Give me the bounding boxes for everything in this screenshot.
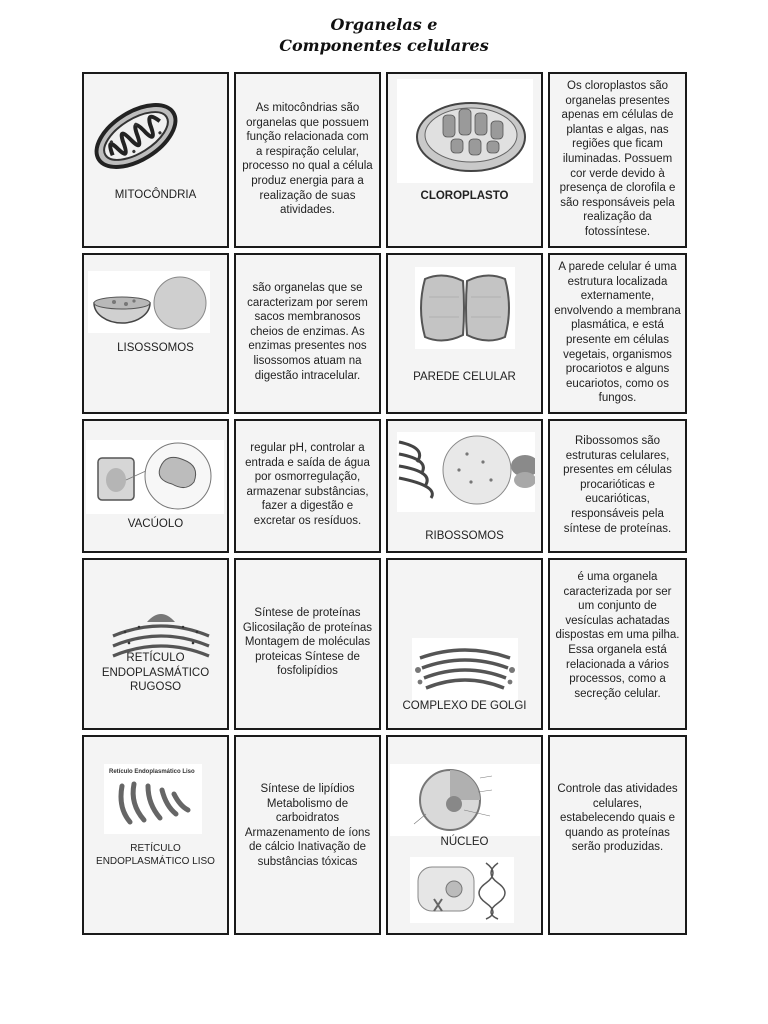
name-golgi: COMPLEXO DE GOLGI <box>402 700 527 712</box>
card-lisossomos-desc <box>234 253 381 414</box>
smooth-er-image <box>104 764 202 834</box>
desc-rel: Síntese de lipídios Metabolismo de carboidratos Armazenamento de íons de cálcio Inativação de substâncias tóxicas <box>244 783 371 868</box>
card-lisossomos-name <box>82 253 229 414</box>
golgi-image <box>412 638 518 700</box>
desc-vacuolo: regular pH, controlar a entrada e saída de água por osmorregulação, armazenar substâncias, fazer a digestão e excretar os resíduos. <box>245 442 370 527</box>
desc-cloroplasto: Os cloroplastos são organelas presentes apenas em células de plantas e algas, nas regiões que ficam iluminadas. Possuem cor verde devido à presença de clorofila e são responsáveis pela realização da fotossíntese. <box>559 80 676 238</box>
desc-golgi: é uma organela caracterizada por ser um conjunto de vesículas achatadas dispostas em uma pilha. Essa organela está relacionada a vários processos, como a secreção celular. <box>555 571 680 700</box>
card-cloroplasto-desc <box>548 72 687 248</box>
ribosome-image <box>397 432 535 512</box>
lysosome-image <box>88 271 210 333</box>
name-rer: RETÍCULO ENDOPLASMÁTICO RUGOSO <box>101 652 210 693</box>
card-parede-celular-name <box>386 253 543 414</box>
card-vacuolo-desc <box>234 419 381 553</box>
page-title-line-1: Organelas e <box>330 15 438 34</box>
card-mitocondria-desc <box>234 72 381 248</box>
card-mitocondria-name <box>82 72 229 248</box>
name-mitocondria: MITOCÔNDRIA <box>114 189 197 201</box>
card-nucleo-name <box>386 735 543 935</box>
card-cloroplasto-name <box>386 72 543 248</box>
dna-image <box>410 857 514 923</box>
chloroplast-image <box>397 79 533 183</box>
desc-rer: Síntese de proteínas Glicosilação de proteínas Montagem de moléculas proteicas Síntese de fosfolipídios <box>242 607 373 678</box>
organelle-grid <box>82 72 688 936</box>
card-ribossomos-name <box>386 419 543 553</box>
desc-lisossomos: são organelas que se caracterizam por serem sacos membranosos cheios de enzimas. As enzimas presentes nos lisossomos atuam na digestão intracelular. <box>247 282 368 382</box>
desc-ribossomos: Ribossomos são estruturas celulares, presentes em células procarióticas e eucarióticas, responsáveis pela síntese de proteínas. <box>563 435 672 535</box>
cell-wall-image <box>415 267 515 349</box>
mitochondria-icon <box>88 88 184 184</box>
smooth-er-image-title: Retículo Endoplasmático Liso <box>109 769 195 775</box>
card-golgi-name <box>386 558 543 730</box>
name-ribossomos: RIBOSSOMOS <box>425 530 504 542</box>
card-vacuolo-name <box>82 419 229 553</box>
page-title-line-2: Componentes celulares <box>279 36 489 55</box>
name-parede-celular: PAREDE CELULAR <box>413 371 516 383</box>
name-nucleo: NÚCLEO <box>440 836 489 848</box>
card-rel-name <box>82 735 229 935</box>
name-cloroplasto: CLOROPLASTO <box>420 190 509 202</box>
card-nucleo-desc <box>548 735 687 935</box>
name-rel: RETÍCULO ENDOPLASMÁTICO LISO <box>96 843 215 867</box>
card-rer-desc <box>234 558 381 730</box>
card-rer-name <box>82 558 229 730</box>
desc-mitocondria: As mitocôndrias são organelas que possuem função relacionada com a respiração celular, processo no qual a célula produz energia para a realização de suas atividades. <box>242 102 373 217</box>
card-ribossomos-desc <box>548 419 687 553</box>
desc-nucleo: Controle das atividades celulares, estabelecendo quais e quando as proteínas serão produzidas. <box>557 783 678 854</box>
name-vacuolo: VACÚOLO <box>127 518 184 530</box>
desc-parede-celular: A parede celular é uma estrutura localizada externamente, envolvendo a membrana plasmática, e está presente em células vegetais, organismos procariotos e alguns eucariotos, como os fungos. <box>554 261 681 405</box>
card-parede-celular-desc <box>548 253 687 414</box>
card-golgi-desc <box>548 558 687 730</box>
page-title <box>0 14 768 56</box>
name-lisossomos: LISOSSOMOS <box>117 342 194 354</box>
card-rel-desc <box>234 735 381 935</box>
vacuole-image <box>86 440 224 514</box>
nucleus-image <box>390 764 540 836</box>
